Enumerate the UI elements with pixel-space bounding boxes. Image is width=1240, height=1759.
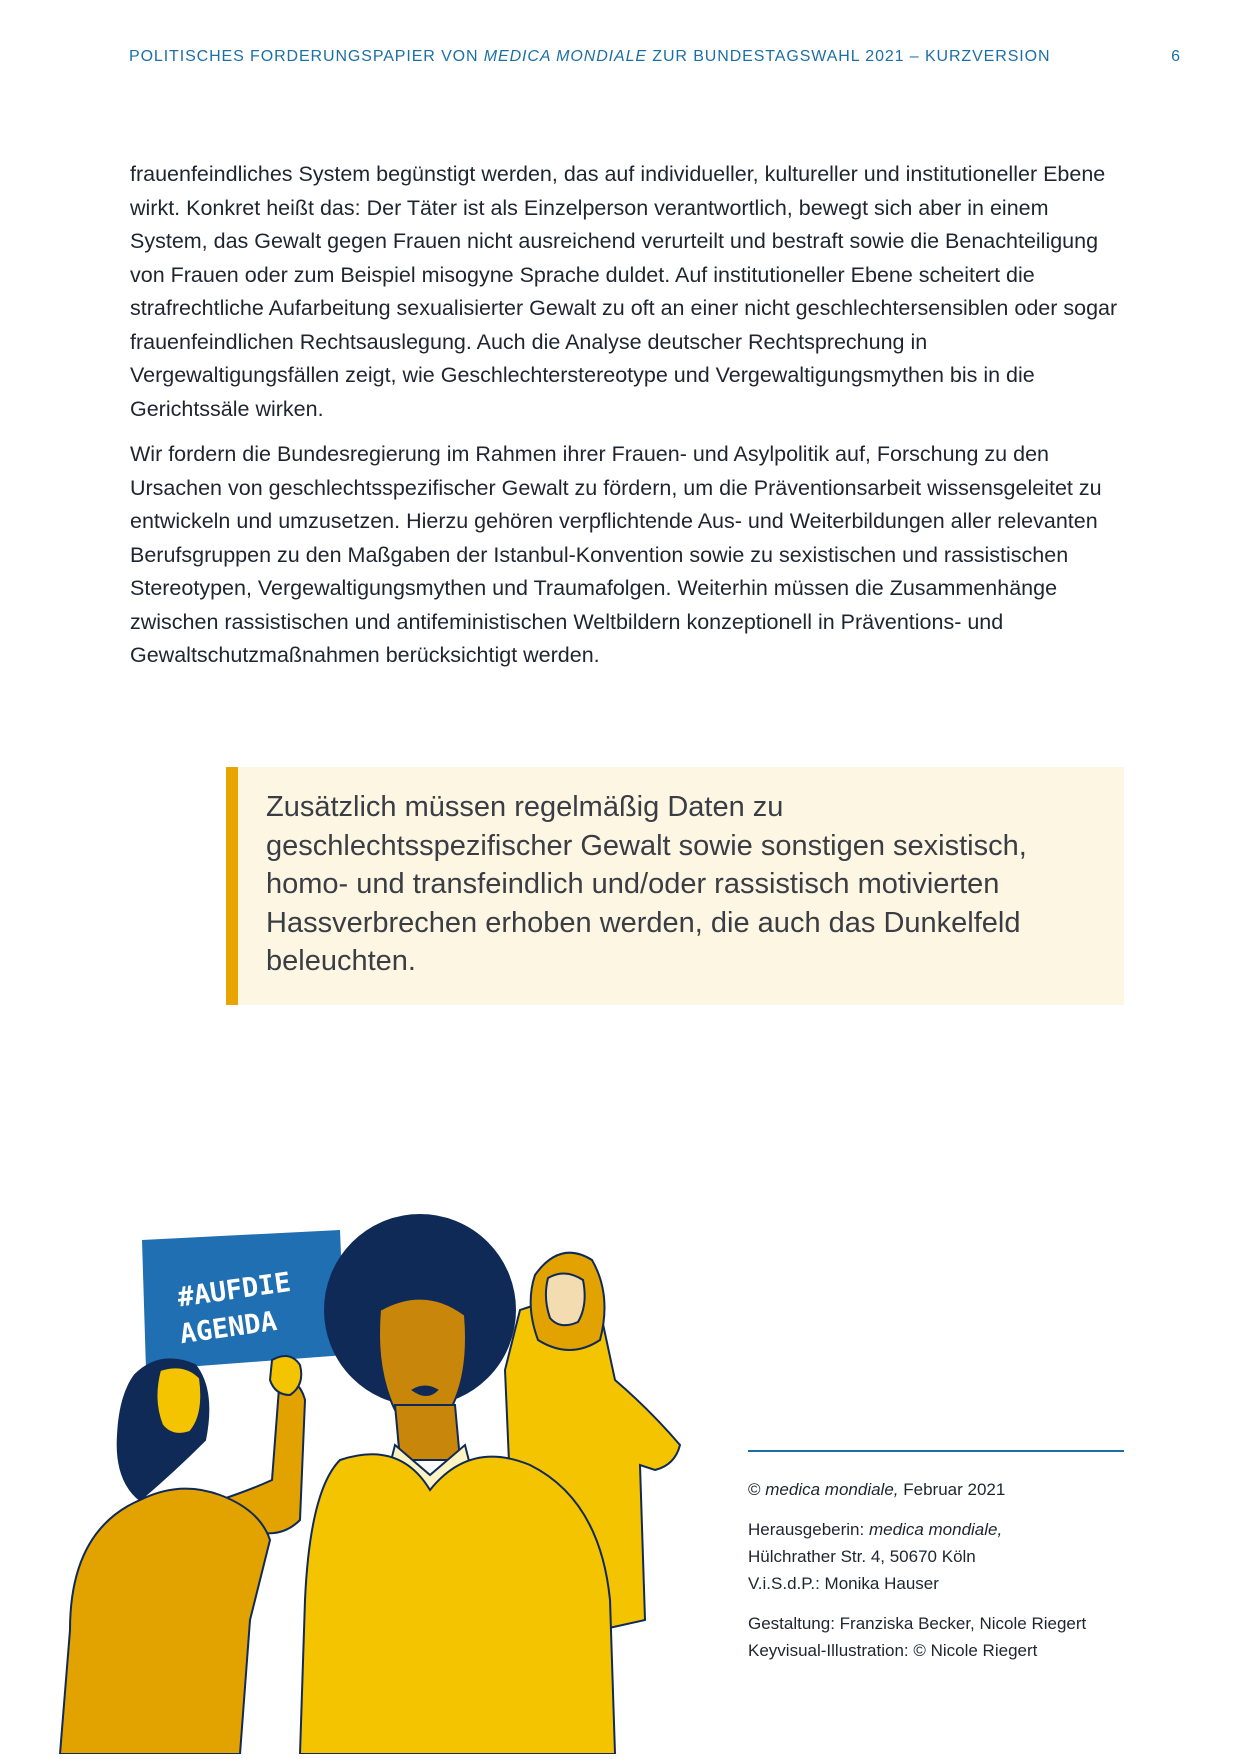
afro-neck <box>395 1405 460 1460</box>
afro-body <box>300 1454 615 1754</box>
ws-hand <box>270 1356 301 1395</box>
paragraph-2: Wir fordern die Bundesregierung im Rahmen ihrer Frauen- und Asylpolitik auf, Forschung zu den Ursachen von geschlechtsspezifischer Gewalt zu fördern, um die Präventionsarbeit wissensgeleitet zu entwickeln und umzusetzen. Hierzu gehören verpflichtende Aus- und Weiterbildungen aller relevanten Berufsgruppen zu den Maßgaben der Istanbul-Konvention sowie zu sexistischen und rassistischen Stereotypen, Vergewaltigungsmythen und Traumafolgen. Weiterhin müssen die Zusammenhänge zwischen rassistischen und antifeministischen Weltbildern konzeptionell in Präventions- und Gewaltschutzmaßnahmen berücksichtigt werden. <box>130 442 1102 667</box>
keyvisual-illustration <box>0 1200 700 1754</box>
keyvisual-credit: Keyvisual-Illustration: © Nicole Riegert <box>748 1641 1038 1660</box>
copyright-symbol: © <box>748 1480 761 1499</box>
keyvisual-svg <box>0 1200 700 1754</box>
pull-quote <box>226 767 1124 1005</box>
imprint <box>748 1450 1124 1677</box>
sign-text-line2: AGENDA <box>177 1305 279 1351</box>
pull-quote-text: Zusätzlich müssen regelmäßig Daten zu geschlechtsspezifischer Gewalt sowie sonstigen sexistisch, homo- und transfeindlich und/oder rassistisch motivierten Hassverbrechen erhoben werden, die auch das Dunkelfeld beleuchten. <box>266 791 1027 977</box>
ws-body <box>60 1489 270 1754</box>
hs-face <box>546 1273 585 1325</box>
running-header <box>129 48 1065 66</box>
visdp-line: V.i.S.d.P.: Monika Hauser <box>748 1574 939 1593</box>
paragraph-1: frauenfeindliches System begünstigt werden, das auf individueller, kultureller und institutioneller Ebene wirkt. Konkret heißt das: Der Täter ist als Einzelperson verantwortlich, bewegt sich aber in einem System, das Gewalt gegen Frauen nicht ausreichend verurteilt und bestraft sowie die Benachteiligung von Frauen oder zum Beispiel misogyne Sprache duldet. Auf institutioneller Ebene scheitert die strafrechtliche Aufarbeitung sexualisierter Gewalt zu oft an einer nicht geschlechtersensiblen oder sogar frauenfeindlichen Rechtsauslegung. Auch die Analyse deutscher Rechtsprechung in Vergewaltigungsfällen zeigt, wie Geschlechterstereotype und Vergewaltigungsmythen bis in die Gerichtssäle wirken. <box>130 162 1118 421</box>
page-number: 6 <box>1171 48 1180 65</box>
publisher-org: medica mondiale, <box>868 1520 1003 1539</box>
body-text <box>130 158 1128 685</box>
copyright-org: medica mondiale, <box>765 1480 899 1499</box>
publisher-block <box>748 1516 1124 1597</box>
design-credit: Gestaltung: Franziska Becker, Nicole Riegert <box>748 1614 1087 1633</box>
copyright-date: Februar 2021 <box>903 1480 1006 1499</box>
header-title-italic: MEDICA MONDIALE <box>483 48 647 65</box>
sign-text-line1: #AUFDIE <box>175 1266 293 1314</box>
header-title-part2: ZUR BUNDESTAGSWAHL 2021 – KURZVERSION <box>646 48 1051 65</box>
publisher-address: Hülchrather Str. 4, 50670 Köln <box>748 1547 976 1566</box>
ws-face <box>156 1367 201 1434</box>
header-title-part1: POLITISCHES FORDERUNGSPAPIER VON <box>129 48 484 65</box>
publisher-label: Herausgeberin: <box>748 1520 865 1539</box>
design-block <box>748 1610 1124 1664</box>
afro-face <box>379 1299 466 1420</box>
copyright-line <box>748 1476 1124 1503</box>
